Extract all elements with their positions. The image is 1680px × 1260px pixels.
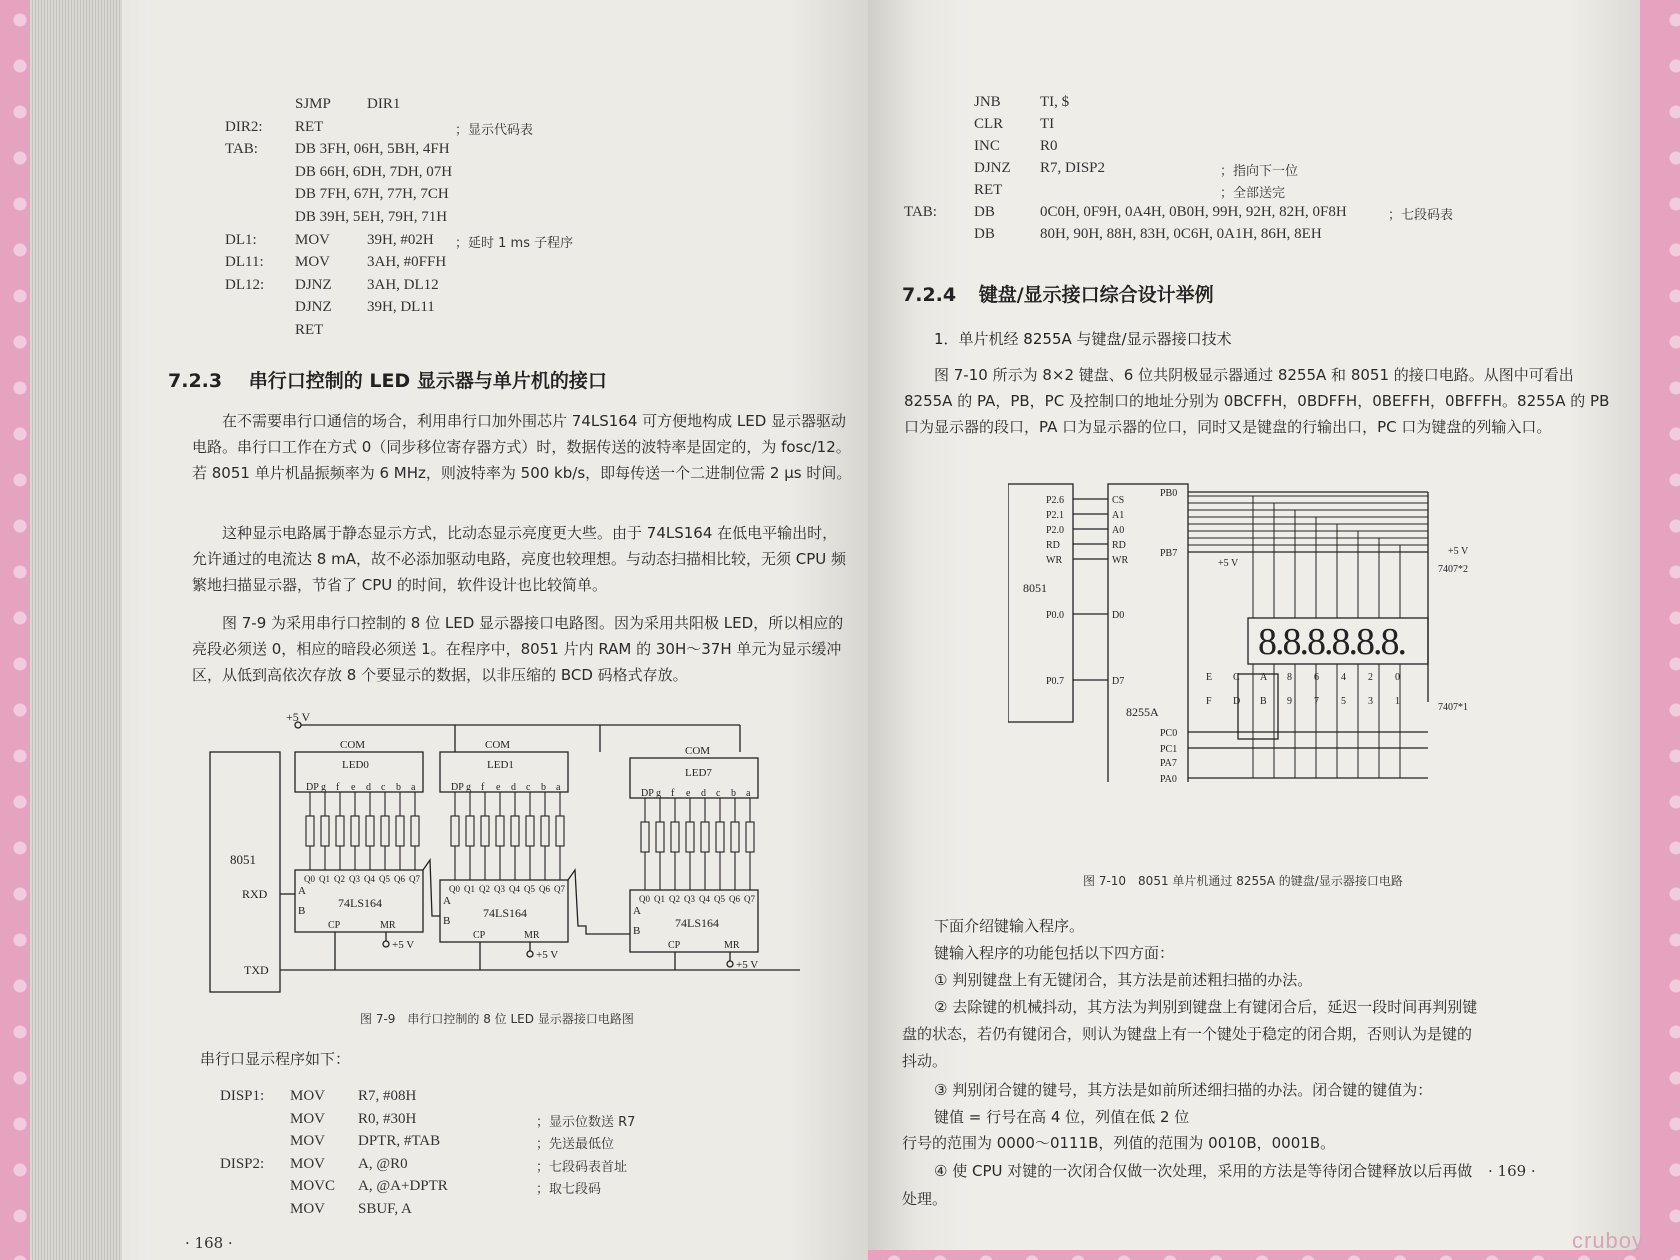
code-label: DL11: (225, 254, 264, 271)
txd-label: TXD (244, 963, 269, 977)
chip-label-0: 74LS164 (338, 896, 383, 910)
mcu-label: 8051 (230, 852, 256, 867)
text-line: 盘的状态，若仍有键闭合，则认为键盘上有一个键处于稳定的闭合期，否则认为是键的 (902, 1025, 1473, 1043)
subsection-title: 1．单片机经 8255A 与键盘/显示器接口技术 (934, 330, 1232, 348)
code-args: 0C0H, 0F9H, 0A4H, 0B0H, 99H, 92H, 82H, 0F8H (1040, 204, 1347, 220)
segment-label: DP (306, 782, 319, 793)
pin-a-0: A (298, 885, 306, 897)
q-pin-label: Q3 (494, 884, 505, 894)
figure-7-10-caption: 图 7-10 8051 单片机通过 8255A 的键盘/显示器接口电路 (1083, 874, 1403, 888)
code-comment: ；七段码表首址 (536, 1159, 628, 1175)
code-comment: ；七段码表 (1388, 208, 1454, 223)
pin-cp-0: CP (328, 920, 341, 931)
code-comment: ；取七段码 (536, 1182, 602, 1198)
key-label: C (1233, 672, 1240, 683)
code-op: DB (974, 226, 995, 242)
watermark: cruboy (1572, 1228, 1645, 1253)
pin-cp-1: CP (473, 930, 486, 941)
driver-bottom-label: 7407*1 (1438, 702, 1468, 713)
led1-label: LED1 (487, 759, 514, 771)
driver-top-label: 7407*2 (1438, 564, 1468, 575)
code-op: DB 39H, 5EH, 79H, 71H (295, 209, 448, 225)
code-op: MOV (290, 1088, 326, 1104)
pin-mr-1: MR (524, 930, 540, 941)
code-op: MOVC (290, 1178, 336, 1195)
left-page (30, 0, 868, 1260)
text-line: 抖动。 (902, 1052, 948, 1070)
segment-label: DP (641, 788, 654, 799)
mcu-pin-label: P2.6 (1046, 495, 1065, 506)
segment-label: b (541, 782, 546, 793)
figure-7-10 (1008, 482, 1608, 782)
code-op: MOV (290, 1110, 326, 1127)
code-args: 39H, #02H (367, 231, 434, 248)
code-op: DJNZ (295, 299, 332, 316)
paragraph-2: 这种显示电路属于静态显示方式，比动态显示亮度更大些。由于 74LS164 在低电平输出时，允许通过的电流达 8 mA，故不必添加驱动电路，亮度也较理想。与动态扫描相比较，无须 CPU 频繁地扫描显示器，节省了 CPU 的时间，软件设计也比较简单。 (192, 524, 846, 594)
com-label-7: COM (685, 745, 711, 757)
chip-pin-label: WR (1112, 555, 1129, 566)
rxd-label: RXD (242, 887, 268, 901)
pin-mr-0: MR (380, 920, 396, 931)
code-op: MOV (290, 1155, 326, 1172)
vcc-small-7: +5 V (736, 959, 759, 971)
key-label: 9 (1287, 696, 1292, 707)
key-label: 1 (1395, 696, 1400, 707)
q-pin-label: Q3 (684, 894, 695, 904)
key-label: 8 (1287, 672, 1292, 683)
segment-label: g (656, 788, 661, 799)
key-label: 4 (1341, 672, 1346, 683)
code-op: RET (295, 118, 324, 135)
key-label: 7 (1314, 696, 1319, 707)
chip-pin-label: CS (1112, 495, 1125, 506)
segment-label: e (686, 788, 691, 799)
code-args: A, @A+DPTR (358, 1178, 448, 1195)
text-line: ③ 判别闭合键的键号，其方法是如前所述细扫描的办法。闭合键的键值为： (934, 1081, 1433, 1099)
q-pin-label: Q1 (464, 884, 475, 894)
segment-label: e (496, 782, 501, 793)
code-args: A, @R0 (358, 1155, 408, 1172)
key-label: D (1233, 696, 1241, 707)
pin-b-7: B (633, 925, 641, 937)
code-label: TAB: (225, 141, 258, 158)
q-pin-label: Q7 (554, 884, 565, 894)
figure-7-9-caption: 图 7-9 串行口控制的 8 位 LED 显示器接口电路图 (360, 1012, 634, 1026)
text-line: 处理。 (902, 1190, 948, 1208)
segment-label: e (351, 782, 356, 793)
code-args: R0, #30H (358, 1110, 417, 1127)
segment-label: DP (451, 782, 464, 793)
segment-label: g (321, 782, 326, 793)
key-label: A (1260, 672, 1268, 683)
key-label: 0 (1395, 672, 1400, 683)
code-comment: ；指向下一位 (1220, 164, 1299, 179)
pin-mr-7: MR (724, 940, 740, 951)
code-comment: ；显示位数送 R7 (536, 1114, 636, 1130)
key-label: 5 (1341, 696, 1346, 707)
chip-pin-label: RD (1112, 540, 1126, 551)
code-op: DB (974, 204, 995, 220)
pin-b-0: B (298, 905, 306, 917)
q-pin-label: Q5 (714, 894, 725, 904)
text-line: 键输入程序的功能包括以下四方面： (934, 944, 1175, 962)
code-comment: ；显示代码表 (455, 122, 534, 138)
code-args: SBUF, A (358, 1201, 412, 1217)
segment-label: d (511, 782, 516, 793)
vcc-small-1: +5 V (536, 949, 559, 961)
mcu-pin-label: WR (1046, 555, 1063, 566)
key-label: B (1260, 696, 1267, 707)
code-label: TAB: (904, 204, 937, 220)
code-op: RET (974, 182, 1003, 198)
pin-cp-7: CP (668, 940, 681, 951)
code-label: DIR2: (225, 118, 263, 135)
q-pin-label: Q0 (449, 884, 460, 894)
com-label-0: COM (340, 739, 366, 751)
code-op: JNB (974, 94, 1001, 110)
segment-label: c (381, 782, 386, 793)
section-number: 7.2.3 (168, 370, 223, 392)
code-args: TI, $ (1040, 94, 1070, 110)
q-pin-label: Q5 (524, 884, 535, 894)
mcu-label-right: 8051 (1023, 581, 1047, 595)
code-label: DISP2: (220, 1155, 265, 1172)
page-number-right: · 169 · (1488, 1162, 1536, 1180)
chip-port-label: PA7 (1160, 758, 1177, 769)
code-label: DL1: (225, 231, 257, 248)
chip-label-right: 8255A (1126, 705, 1159, 719)
code-args: R0 (1040, 138, 1058, 154)
code-args: DIR1 (367, 96, 401, 112)
mcu-pin-label: P2.1 (1046, 510, 1065, 521)
code-args: 80H, 90H, 88H, 83H, 0C6H, 0A1H, 86H, 8EH (1040, 226, 1322, 242)
pin-b-1: B (443, 915, 451, 927)
chip-port-label: PC1 (1160, 744, 1178, 755)
section-title: 串行口控制的 LED 显示器与单片机的接口 (248, 370, 607, 392)
code-op: DB 66H, 6DH, 7DH, 07H (295, 163, 453, 180)
q-pin-label: Q7 (409, 874, 420, 884)
code-op: RET (295, 322, 324, 338)
text-line: 行号的范围为 0000～0111B，列值的范围为 0010B，0001B。 (902, 1134, 1336, 1152)
segment-label: d (701, 788, 706, 799)
code-label: DL12: (225, 276, 265, 293)
mcu-pin-label: P2.0 (1046, 525, 1065, 536)
paragraph-3: 图 7-9 为采用串行口控制的 8 位 LED 显示器接口电路图。因为采用共阳极 LED，所以相应的亮段必须送 0，相应的暗段必须送 1。在程序中，8051 片内 RAM 的 30H～37H 单元为显示缓冲区，从低到高依次存放 8 个要显示的数据，以非压缩的 BCD 码格式存放。 (192, 614, 844, 684)
chip-pin-label: A1 (1112, 510, 1125, 521)
program-intro: 串行口显示程序如下： (200, 1050, 351, 1068)
q-pin-label: Q6 (394, 874, 405, 884)
led7-label: LED7 (685, 767, 712, 779)
text-line: 下面介绍键输入程序。 (934, 917, 1085, 935)
vcc-label-right-2: +5 V (1448, 546, 1469, 557)
code-op: CLR (974, 116, 1004, 132)
page-stack-edge (30, 0, 122, 1260)
q-pin-label: Q6 (539, 884, 550, 894)
q-pin-label: Q3 (349, 874, 360, 884)
code-args: TI (1040, 116, 1055, 132)
code-op: DB 7FH, 67H, 77H, 7CH (295, 186, 449, 203)
code-comment: ；延时 1 ms 子程序 (455, 235, 574, 251)
text-line: ④ 使 CPU 对键的一次闭合仅做一次处理，采用的方法是等待闭合键释放以后再做 (934, 1162, 1473, 1180)
segment-label: f (481, 782, 485, 793)
segment-label: c (716, 788, 721, 799)
q-pin-label: Q7 (744, 894, 755, 904)
mcu-8051-box (210, 752, 280, 992)
code-op: INC (974, 138, 1000, 154)
paragraph-1: 在不需要串行口通信的场合，利用串行口加外围芯片 74LS164 可方便地构成 LED 显示器驱动电路。串行口工作在方式 0（同步移位寄存器方式）时，数据传送的波特率是固定的，为 fosc/12。若 8051 单片机晶振频率为 6 MHz，则波特率为 500 kb/s，即每传送一个二进制位需 2 μs 时间。 (192, 412, 852, 482)
vcc-small-0: +5 V (392, 939, 415, 951)
q-pin-label: Q4 (364, 874, 375, 884)
right-page (868, 0, 1640, 1250)
code-op: MOV (295, 231, 331, 248)
segment-label: f (336, 782, 340, 793)
q-pin-label: Q1 (654, 894, 665, 904)
code-args: 3AH, DL12 (367, 276, 439, 293)
key-label: 6 (1314, 672, 1319, 683)
paragraph-right-1: 图 7-10 所示为 8×2 键盘、6 位共阴极显示器通过 8255A 和 8051 的接口电路。从图中可看出 8255A 的 PA，PB，PC 及控制口的地址分别为 0BCFFH，0BDFFH，0BEFFH，0BFFFH。8255A 的 PB 口为显示器的段口，PA 口为显示器的位口，同时又是键盘的行输出口，PC 口为键盘的列输入口。 (904, 366, 1610, 436)
q-pin-label: Q2 (669, 894, 680, 904)
mcu-pin-label: P0.0 (1046, 610, 1065, 621)
q-pin-label: Q2 (334, 874, 345, 884)
segment-label: a (746, 788, 751, 799)
chip-label-7: 74LS164 (675, 916, 720, 930)
q-pin-label: Q6 (729, 894, 740, 904)
text-line: 键值 = 行号在高 4 位，列值在低 2 位 (934, 1108, 1190, 1126)
code-args: 39H, DL11 (367, 299, 435, 316)
code-args: R7, #08H (358, 1088, 417, 1104)
key-label: 3 (1368, 696, 1373, 707)
code-comment: ；先送最低位 (536, 1137, 615, 1153)
text-line: ① 判别键盘上有无键闭合，其方法是前述粗扫描的办法。 (934, 971, 1313, 989)
q-pin-label: Q4 (699, 894, 710, 904)
chip-pin-label: A0 (1112, 525, 1125, 536)
q-pin-label: Q0 (304, 874, 315, 884)
pin-a-1: A (443, 895, 451, 907)
segment-label: b (396, 782, 401, 793)
text-line: ② 去除键的机械抖动，其方法为判别到键盘上有键闭合后，延迟一段时间再判别键 (934, 998, 1478, 1016)
code-op: SJMP (295, 96, 331, 112)
mcu-pin-label: RD (1046, 540, 1060, 551)
pin-a-7: A (633, 905, 641, 917)
q-pin-label: Q0 (639, 894, 650, 904)
code-args: R7, DISP2 (1040, 160, 1106, 176)
code-op: DB 3FH, 06H, 5BH, 4FH (295, 141, 450, 158)
code-args: DPTR, #TAB (358, 1133, 441, 1150)
chip-port-label: PB7 (1160, 548, 1178, 559)
chip-port-label: PB0 (1160, 488, 1178, 499)
code-label: DISP1: (220, 1088, 265, 1104)
section-heading (168, 366, 607, 393)
chip-port-label: PA0 (1160, 774, 1177, 782)
segment-label: g (466, 782, 471, 793)
code-comment: ；全部送完 (1220, 186, 1286, 201)
section-heading-right (902, 280, 1214, 307)
led0-label: LED0 (342, 759, 369, 771)
segment-label: a (411, 782, 416, 793)
segment-label: b (731, 788, 736, 799)
code-op: DJNZ (295, 276, 332, 293)
code-op: MOV (295, 254, 331, 271)
q-pin-label: Q2 (479, 884, 490, 894)
q-pin-label: Q5 (379, 874, 390, 884)
section-title-right: 键盘/显示接口综合设计举例 (978, 284, 1214, 306)
chip-pin-label: D0 (1112, 610, 1125, 621)
page-number-left: · 168 · (185, 1234, 233, 1252)
section-number-right: 7.2.4 (902, 284, 957, 306)
code-op: MOV (290, 1201, 326, 1217)
key-label: 2 (1368, 672, 1373, 683)
segment-label: d (366, 782, 371, 793)
key-label: F (1206, 696, 1212, 707)
vcc-label: +5 V (286, 710, 311, 724)
segment-label: a (556, 782, 561, 793)
q-pin-label: Q4 (509, 884, 520, 894)
chip-pin-label: D7 (1112, 676, 1125, 687)
mcu-pin-label: P0.7 (1046, 676, 1065, 687)
seven-segment-display: 8.8.8.8.8.8. (1258, 621, 1405, 663)
code-args: 3AH, #0FFH (367, 254, 447, 271)
segment-label: c (526, 782, 531, 793)
figure-7-9 (200, 704, 850, 1004)
segment-label: f (671, 788, 675, 799)
chip-port-label: PC0 (1160, 728, 1178, 739)
chip-label-1: 74LS164 (483, 906, 528, 920)
code-op: DJNZ (974, 160, 1011, 176)
com-label-1: COM (485, 739, 511, 751)
vcc-label-right-1: +5 V (1218, 558, 1239, 569)
q-pin-label: Q1 (319, 874, 330, 884)
code-op: MOV (290, 1133, 326, 1150)
key-label: E (1206, 672, 1213, 683)
